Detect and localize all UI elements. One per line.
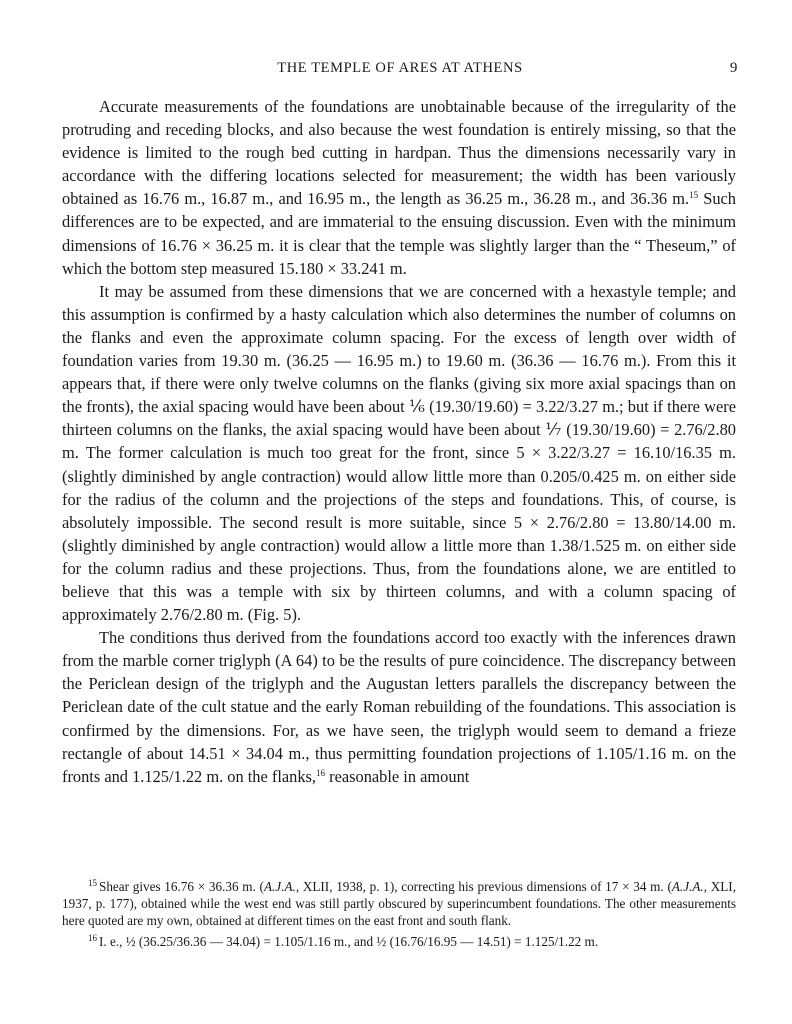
footnote-15-journal-1: A.J.A. [263,879,296,894]
paragraph-1-text-a: Accurate measurements of the foundations are unobtainable because of the irregularity of the protruding and receding blocks, and also because the west foundation is entirely missing, so that the evidence is limited to the rough bed cutting in hardpan. Thus the dimensions necessarily vary in accordance with the differing locations selected for measurement; the width has been variously obtained as 16.76 m., 16.87 m., and 16.95 m., the length as 36.25 m., 36.28 m., and 36.36 m. [62,97,736,209]
page-number: 9 [729,60,738,76]
paragraph-2: It may be assumed from these dimensions that we are concerned with a hexastyle temple; and this assumption is confirmed by a hasty calculation which also determines the number of columns on the flanks and even the approximate column spacing. For the excess of length over width of foundation varies from 19.30 m. (36.25 — 16.95 m.) to 19.60 m. (36.36 — 16.76 m.). From this it appears that, if there were only twelve columns on the flanks (giving six more axial spacings than on the fronts), the axial spacing would have been about ⅙ (19.30/19.60) = 3.22/3.27 m.; but if there were thirteen columns on the flanks, the axial spacing would have been about ⅐ (19.30/19.60) = 2.76/2.80 m. The former calculation is much too great for the front, since 5 × 3.22/3.27 = 16.10/16.35 m. (slightly diminished by angle contraction) would allow little more than 0.205/0.425 m. on either side for the radius of the column and the projections of the steps and foundations. This, of course, is absolutely impossible. The second result is more suitable, since 5 × 2.76/2.80 = 13.80/14.00 m. (slightly diminished by angle contraction) would allow a little more than 1.38/1.525 m. on either side for the column radius and these projections. Thus, from the foundations alone, we are entitled to believe that this was a temple with six by thirteen columns, and with a column spacing of approximately 2.76/2.80 m. (Fig. 5). [62,281,736,625]
paragraph-3-text-a: The conditions thus derived from the foundations accord too exactly with the inferences drawn from the marble corner triglyph (A 64) to be the results of pure coincidence. The discrepancy between the Periclean design of the triglyph and the Augustan letters parallels the discrepancy between the Periclean date of the cult statue and the early Roman rebuilding of the foundations. This association is confirmed by the dimensions. For, as we have seen, the triglyph would seem to demand a frieze rectangle of about 14.51 × 34.04 m., thus permitting foundation projections of 1.105/1.16 m. on the fronts and 1.125/1.22 m. on the flanks, [62,628,736,786]
footnote-15-journal-2: A.J.A. [671,879,704,894]
paragraph-3-text-b: reasonable in amount [325,766,470,786]
footnote-16-mark: 16 [88,932,97,943]
footnote-15-text-a: Shear gives 16.76 × 36.36 m. ( [99,879,264,894]
footnote-15-text-b: , XLII, 1938, p. 1), correcting his previous dimensions of 17 × 34 m. ( [295,879,672,894]
running-title: THE TEMPLE OF ARES AT ATHENS [277,60,523,76]
footnotes [62,875,736,950]
footnote-15-text-c: , XLI, 1937, p. 177), obtained while the west end was still partly obscured by superincumbent foundations. The other measurements here quoted are my own, obtained at different times on the east front and south flank. [62,879,736,929]
footnote-15 [62,875,736,930]
paragraph-1 [62,95,736,280]
footnote-ref-15: 15 [689,190,699,201]
body-text [62,95,736,788]
footnote-16-text: I. e., ½ (36.25/36.36 — 34.04) = 1.105/1.16 m., and ½ (16.76/16.95 — 14.51) = 1.125/1.22 m. [99,933,599,949]
paragraph-3 [62,626,736,788]
paragraph-1-text-b: Such differences are to be expected, and are immaterial to the ensuing discussion. Even with the minimum dimensions of 16.76 × 36.25 m. it is clear that the temple was slightly larger than the “ Theseum,” of which the bottom step measured 15.180 × 33.241 m. [62,189,736,278]
footnote-15-mark: 15 [88,878,97,888]
footnote-16 [62,930,736,950]
footnote-ref-16: 16 [316,767,326,778]
